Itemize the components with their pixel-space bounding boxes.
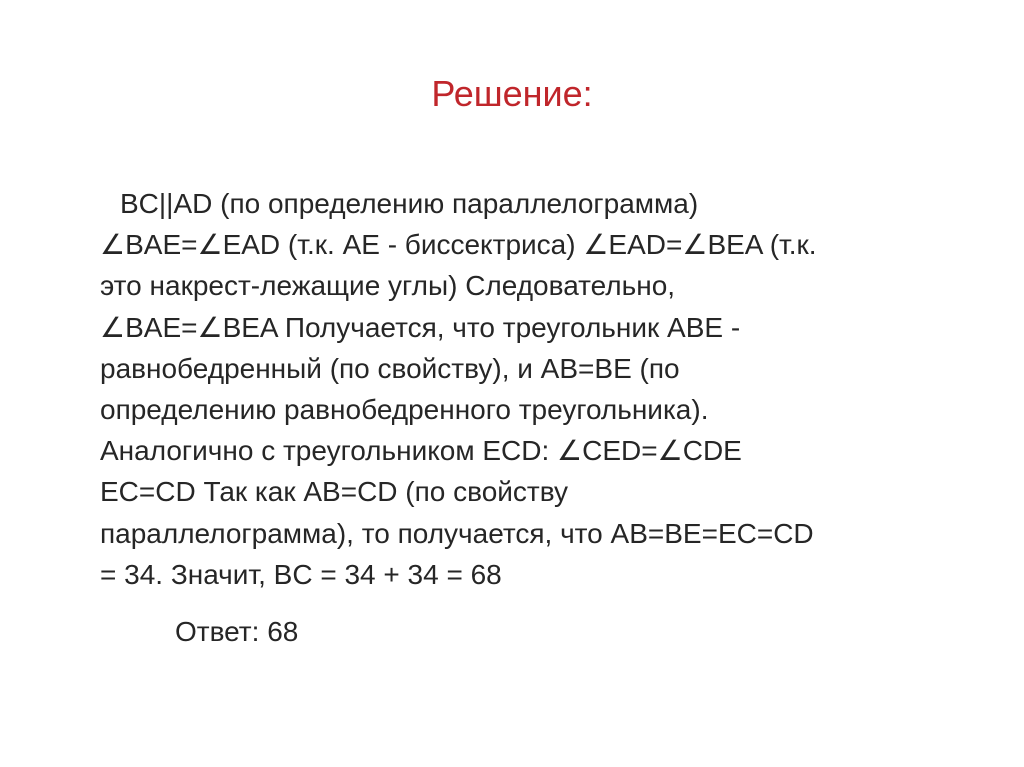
solution-line: Аналогично с треугольником ECD: ∠CED=∠CDE <box>100 435 742 467</box>
solution-line: равнобедренный (по свойству), и AB=BE (по <box>100 352 680 384</box>
solution-line: определению равнобедренного треугольника). <box>100 393 709 425</box>
solution-line: BC||AD (по определению параллелограмма) <box>120 188 699 219</box>
solution-line: это накрест-лежащие углы) Следовательно, <box>100 270 676 302</box>
answer-text: Ответ: 68 <box>175 616 299 647</box>
solution-line: параллелограмма), то получается, что AB=BE=EC=CD <box>100 517 814 549</box>
solution-text <box>100 183 980 595</box>
solution-line: EC=CD Так как AB=CD (по свойству <box>100 476 569 508</box>
solution-line: ∠BAE=∠BEA Получается, что треугольник ABE - <box>100 311 741 343</box>
solution-line: ∠BAE=∠EAD (т.к. AE - биссектриса) ∠EAD=∠BEA (т.к. <box>100 229 817 261</box>
solution-line: = 34. Значит, BC = 34 + 34 = 68 <box>100 558 502 590</box>
slide-title: Решение: <box>431 73 593 114</box>
